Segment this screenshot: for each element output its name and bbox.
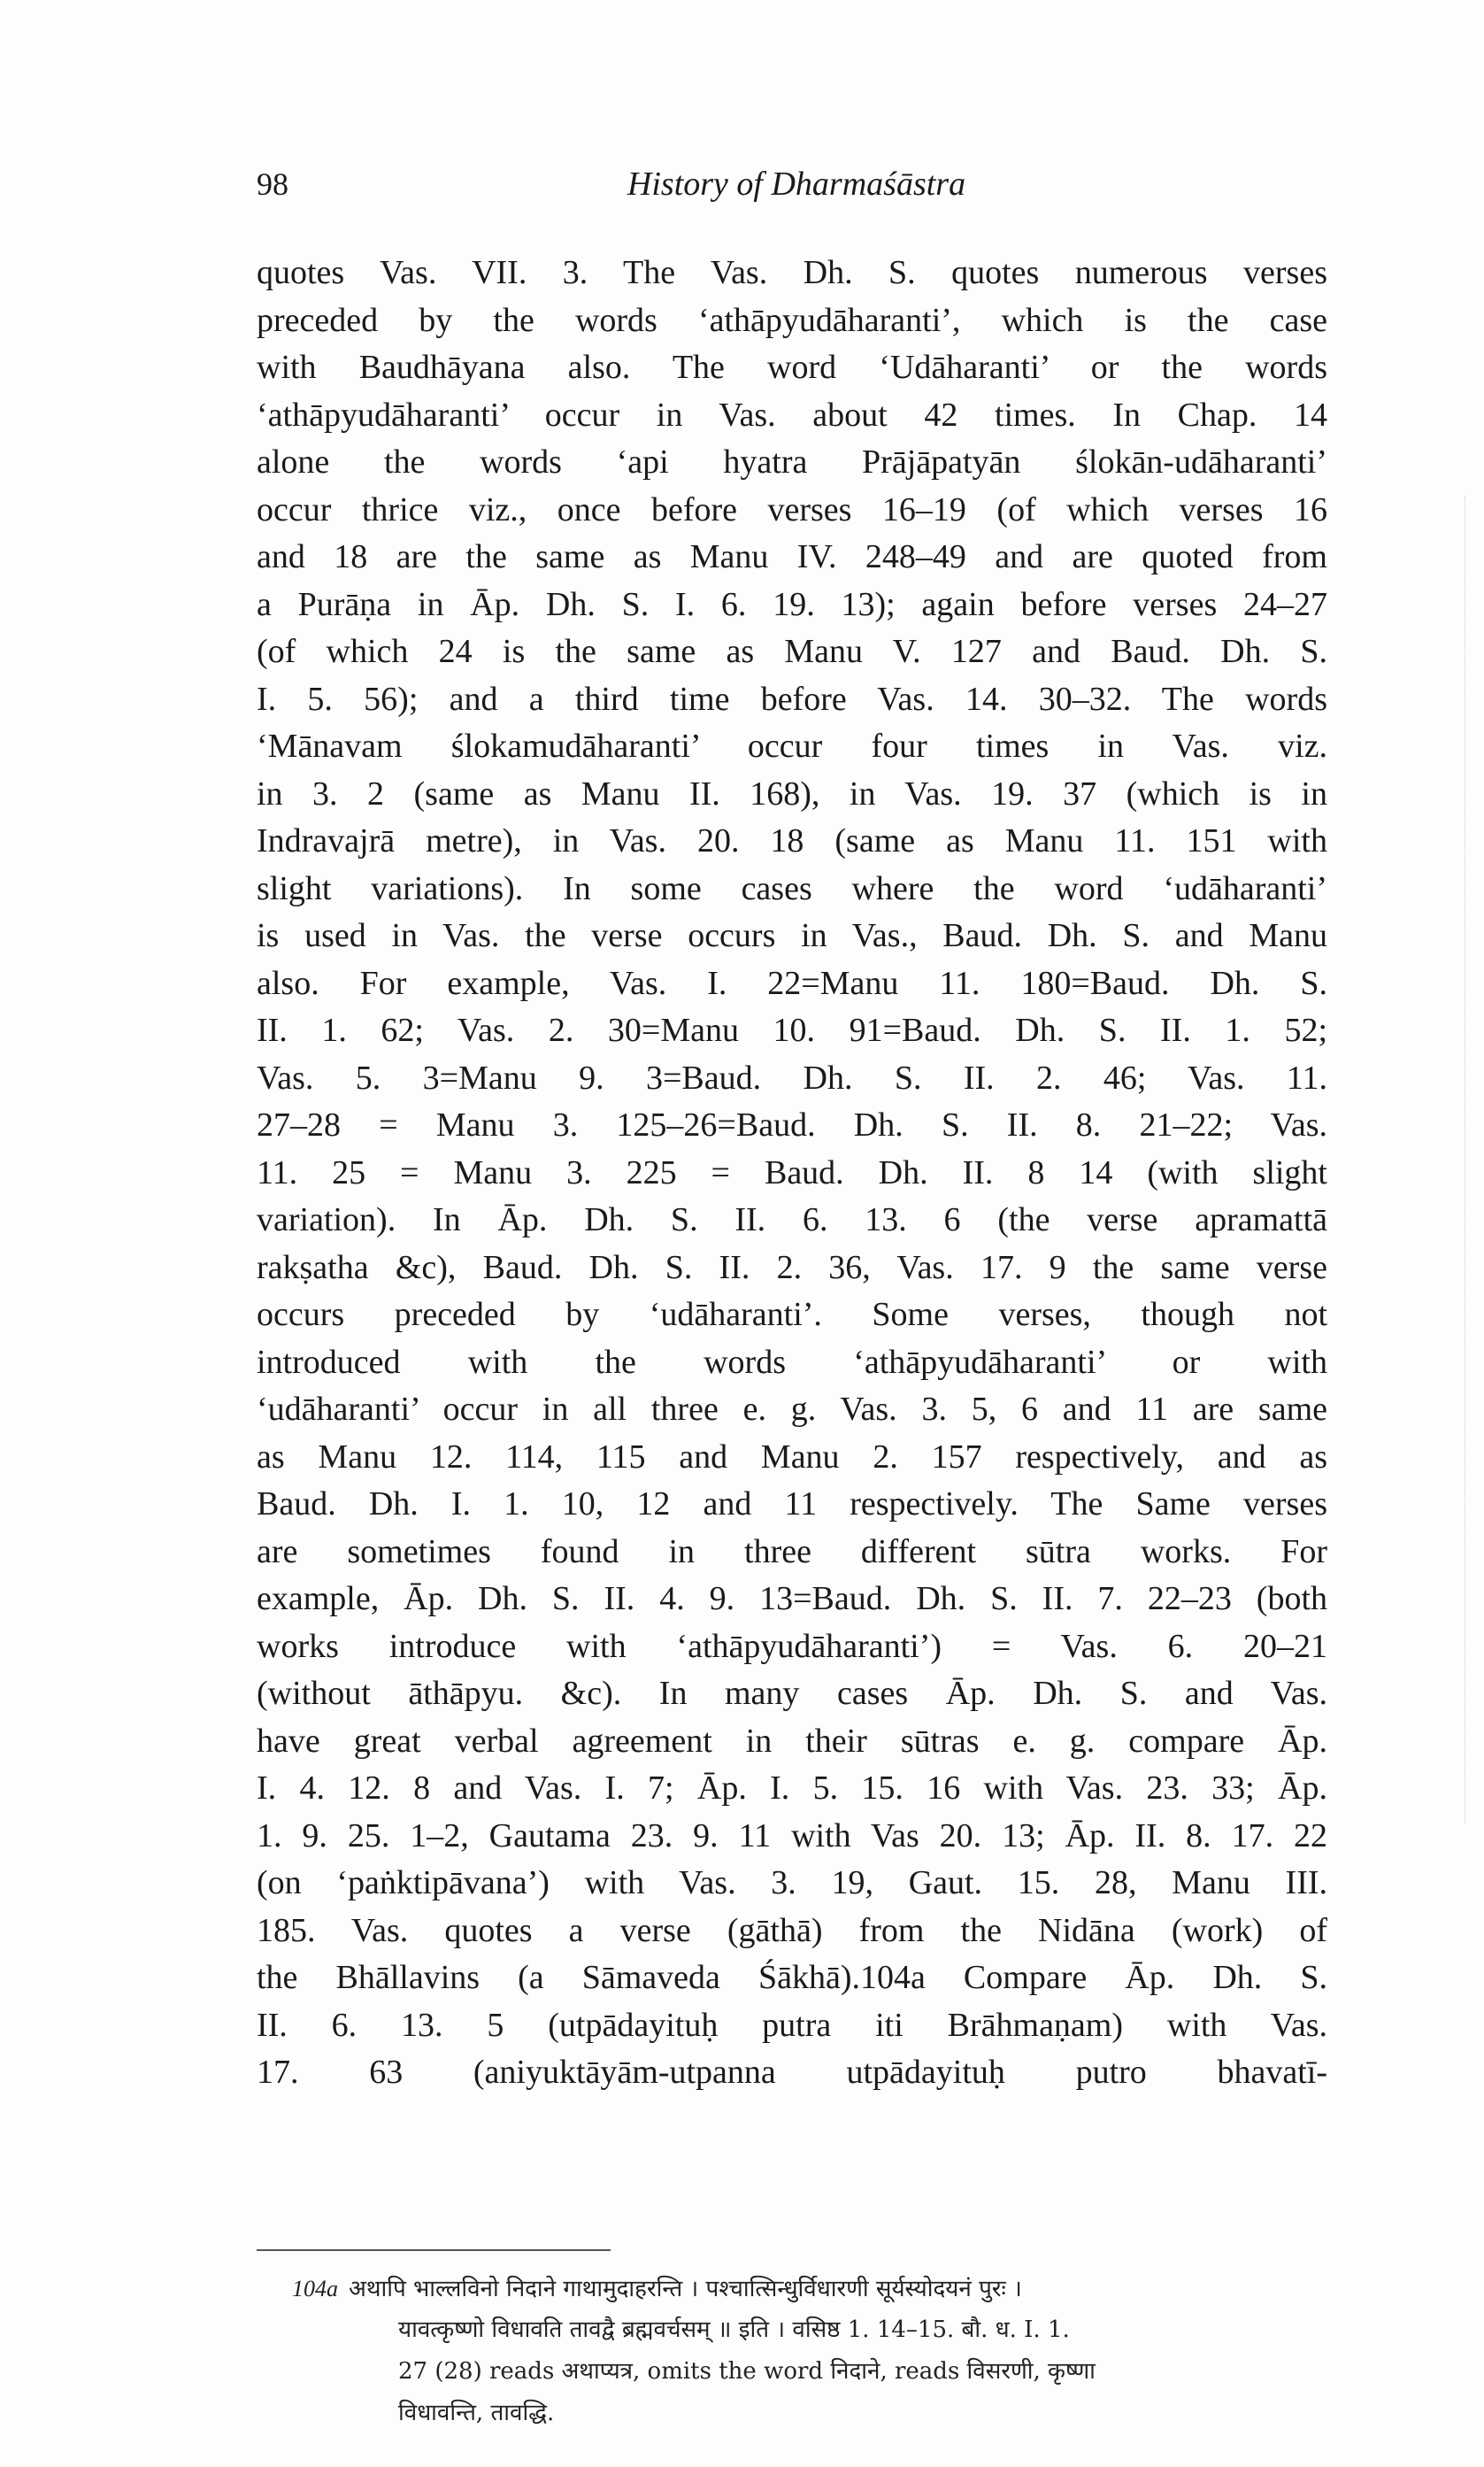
page-header <box>257 158 1327 211</box>
body-line: alone the words ‘api hyatra Prājāpatyān ślokān-udāharanti’ <box>257 443 1327 481</box>
body-line: rakṣatha &c), Baud. Dh. S. II. 2. 36, Vas. 17. 9 the same verse <box>257 1248 1327 1286</box>
body-line: occur thrice viz., once before verses 16–19 (of which verses 16 <box>257 490 1327 528</box>
body-line: I. 5. 56); and a third time before Vas. 14. 30–32. The words <box>257 680 1327 718</box>
body-line: a Purāṇa in Āp. Dh. S. I. 6. 19. 13); again before verses 24–27 <box>257 585 1327 623</box>
body-line: occurs preceded by ‘udāharanti’. Some verses, though not <box>257 1296 1327 1333</box>
body-line: II. 6. 13. 5 (utpādayituḥ putra iti Brāhmaṇam) with Vas. <box>257 2006 1327 2044</box>
footnote-ref: 104a <box>292 2276 338 2301</box>
body-line: (without āthāpyu. &c). In many cases Āp. Dh. S. and Vas. <box>257 1675 1327 1712</box>
body-line: II. 1. 62; Vas. 2. 30=Manu 10. 91=Baud. Dh. S. II. 1. 52; <box>257 1012 1327 1049</box>
body-line: in 3. 2 (same as Manu II. 168), in Vas. 19. 37 (which is in <box>257 775 1327 813</box>
body-line: 11. 25 = Manu 3. 225 = Baud. Dh. II. 8 14 (with slight <box>257 1153 1327 1191</box>
body-line: also. For example, Vas. I. 22=Manu 11. 180=Baud. Dh. S. <box>257 964 1327 1002</box>
body-line: introduced with the words ‘athāpyudāharanti’ or with <box>257 1343 1327 1381</box>
footnote-line: यावत्कृष्णो विधावति तावद्वै ब्रह्मवर्चसम् ॥ इति । वसिष्ठ 1. 14–15. बौ. ध. I. 1. <box>398 2317 1070 2343</box>
footnote-line <box>292 2268 1327 2309</box>
body-line: Vas. 5. 3=Manu 9. 3=Baud. Dh. S. II. 2. 46; Vas. 11. <box>257 1059 1327 1097</box>
body-line: as Manu 12. 114, 115 and Manu 2. 157 respectively, and as <box>257 1438 1327 1476</box>
body-line: have great verbal agreement in their sūtras e. g. compare Āp. <box>257 1722 1327 1760</box>
body-line: the Bhāllavins (a Sāmaveda Śākhā).104a Compare Āp. Dh. S. <box>257 1959 1327 1996</box>
body-line: 17. 63 (aniyuktāyām-utpanna utpādayituḥ putro bhavatī- <box>257 2054 1327 2091</box>
footnote-text: अथापि भाल्लविनो निदाने गाथामुदाहरन्ति । पश्चात्सिन्धुर्विधारणी सूर्यस्योदयनं पुरः । <box>349 2276 1022 2302</box>
body-line: example, Āp. Dh. S. II. 4. 9. 13=Baud. Dh. S. II. 7. 22–23 (both <box>257 1580 1327 1617</box>
footnote-separator <box>257 2249 611 2251</box>
body-line: slight variations). In some cases where the word ‘udāharanti’ <box>257 869 1327 907</box>
body-line: variation). In Āp. Dh. S. II. 6. 13. 6 (the verse apramattā <box>257 1201 1327 1238</box>
footnote-block <box>292 2268 1327 2434</box>
body-line: 1. 9. 25. 1–2, Gautama 23. 9. 11 with Vas 20. 13; Āp. II. 8. 17. 22 <box>257 1816 1327 1854</box>
body-line: with Baudhāyana also. The word ‘Udāharanti’ or the words <box>257 349 1327 386</box>
body-line: (of which 24 is the same as Manu V. 127 and Baud. Dh. S. <box>257 633 1327 670</box>
body-line: preceded by the words ‘athāpyudāharanti’, which is the case <box>257 301 1327 339</box>
body-line: is used in Vas. the verse occurs in Vas., Baud. Dh. S. and Manu <box>257 917 1327 954</box>
body-line: (on ‘paṅktipāvana’) with Vas. 3. 19, Gaut. 15. 28, Manu III. <box>257 1864 1327 1901</box>
body-line: 27–28 = Manu 3. 125–26=Baud. Dh. S. II. 8. 21–22; Vas. <box>257 1106 1327 1144</box>
body-line: ‘Mānavam ślokamudāharanti’ occur four times in Vas. viz. <box>257 728 1327 765</box>
body-text <box>257 250 1327 2097</box>
page-number: 98 <box>257 166 288 202</box>
body-line: and 18 are the same as Manu IV. 248–49 and are quoted from <box>257 538 1327 575</box>
body-line: ‘athāpyudāharanti’ occur in Vas. about 42 times. In Chap. 14 <box>257 396 1327 434</box>
body-line: ‘udāharanti’ occur in all three e. g. Vas. 3. 5, 6 and 11 are same <box>257 1391 1327 1428</box>
body-line: are sometimes found in three different sūtra works. For <box>257 1532 1327 1570</box>
body-line: works introduce with ‘athāpyudāharanti’) = Vas. 6. 20–21 <box>257 1627 1327 1665</box>
body-line: quotes Vas. VII. 3. The Vas. Dh. S. quotes numerous verses <box>257 254 1327 291</box>
body-line: Baud. Dh. I. 1. 10, 12 and 11 respectively. The Same verses <box>257 1485 1327 1523</box>
body-line: Indravajrā metre), in Vas. 20. 18 (same as Manu 11. 151 with <box>257 822 1327 860</box>
body-line: 185. Vas. quotes a verse (gāthā) from the Nidāna (work) of <box>257 1911 1327 1949</box>
footnote-line: 27 (28) reads अथाप्यत्र, omits the word निदाने, reads विसरणी, कृष्णा <box>398 2358 1096 2385</box>
running-title: History of Dharmaśāstra <box>627 166 966 203</box>
footnote-line: विधावन्ति, तावद्धि. <box>398 2400 555 2426</box>
body-line: I. 4. 12. 8 and Vas. I. 7; Āp. I. 5. 15. 16 with Vas. 23. 33; Āp. <box>257 1769 1327 1807</box>
